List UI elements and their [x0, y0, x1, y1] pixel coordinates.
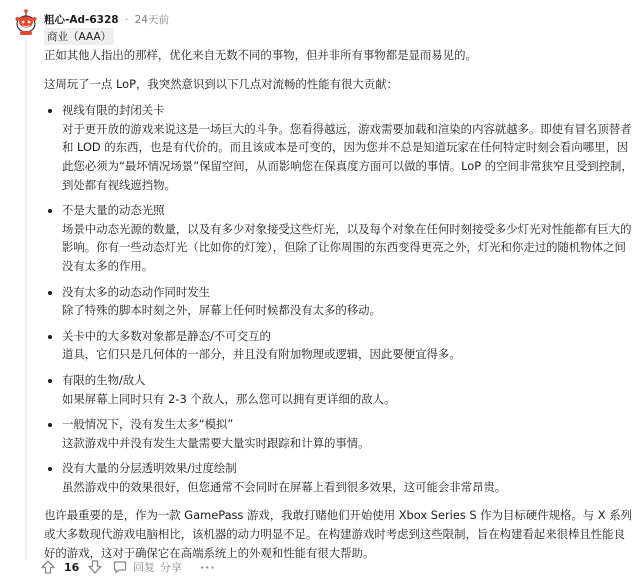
- reddit-snoo-avatar-icon: [14, 8, 38, 36]
- user-flair: 商业（AAA）: [44, 28, 114, 45]
- more-options-button[interactable]: ···: [200, 560, 216, 574]
- reply-button[interactable]: [112, 557, 155, 577]
- thread-line[interactable]: [25, 40, 27, 560]
- list-item-text: 如果屏幕上同时只有 2-3 个敌人，那么您可以拥有更详细的敌人。: [62, 391, 396, 406]
- closing-paragraph: 也许最重要的是，作为一款 GamePass 游戏，我敢打赌他们开始使用 Xbox Series S 作为目标硬件规格。与 X 系列或大多数现代游戏电脑相比，该机器的动力明显不足。在构建游戏时考虑到这些限制，旨在构建看起来很棒且性能良好的游戏，这对于确保它在高端系统上的外观和性能有很大帮助。: [44, 508, 632, 560]
- list-item-title: 关卡中的大多数对象都是静态/不可交互的: [62, 328, 271, 343]
- list-item-text: 这款游戏中并没有发生大量需要大量实时跟踪和计算的事情。: [62, 435, 370, 450]
- comment-timestamp[interactable]: 24天前: [134, 14, 169, 26]
- list-item: [44, 327, 634, 364]
- list-item-text: 道具，它们只是几何体的一部分，并且没有附加物理或逻辑，因此要便宜得多。: [62, 347, 461, 362]
- list-item: [44, 371, 634, 408]
- reply-label: 回复: [133, 561, 155, 574]
- share-label: 分享: [160, 561, 182, 574]
- downvote-button[interactable]: [87, 557, 103, 577]
- list-item-text: 对于更开放的游戏来说这是一场巨大的斗争。您看得越远，游戏需要加载和渲染的内容就越多。即使有冒名顶替者和 LOD 的东西，也是有代价的。而且该成本是可变的，因为您并不总是知道玩家在任何特定时刻会看向哪里，因此您必须为“最坏情况场景”保留空间，从而影响您在保真度方面可以做的事情。LoP 的空间非常狭窄且受到控制，到处都有视线遮挡物。: [62, 121, 633, 192]
- reply-bubble-icon: [112, 559, 128, 575]
- list-item: [44, 201, 634, 275]
- avatar[interactable]: [14, 8, 38, 36]
- vote-count: 16: [64, 560, 80, 574]
- list-item: [44, 101, 634, 194]
- comment-actions: [40, 557, 640, 577]
- upvote-arrow-icon: [40, 559, 56, 575]
- share-button[interactable]: [160, 557, 182, 577]
- list-item-text: 虽然游戏中的效果很好，但您通常不会同时在屏幕上看到很多效果，这可能会非常昂贵。: [62, 479, 507, 494]
- meta-separator: ·: [124, 14, 129, 26]
- list-item: [44, 283, 634, 320]
- comment-header: [0, 6, 640, 46]
- list-item-title: 没有大量的分层透明效果/过度绘制: [62, 461, 237, 476]
- list-item: [44, 459, 634, 496]
- list-item-title: 一般情况下，没有发生太多“模拟”: [62, 417, 234, 432]
- list-item-text: 除了特殊的脚本时刻之外，屏幕上任何时候都没有太多的移动。: [62, 303, 381, 318]
- list-item-text: 场景中动态光源的数量，以及有多少对象接受这些灯光，以及每个对象在任何时刻接受多少灯光对性能都有巨大的影响。你有一些动态灯光（比如你的灯笼），但除了让你周围的东西变得更亮之外，灯光和你走过的随机物体之间没有太多的作用。: [62, 221, 632, 273]
- bullet-list: [44, 101, 634, 496]
- intro-paragraph: 正如其他人指出的那样，优化来自无数不同的事物，但并非所有事物都是显而易见的。: [44, 48, 477, 62]
- author-name[interactable]: 粗心-Ad-6328: [44, 14, 119, 26]
- author-line: [44, 12, 169, 27]
- upvote-button[interactable]: [40, 557, 56, 577]
- comment-body: [44, 46, 634, 562]
- list-item-title: 有限的生物/敌人: [62, 372, 146, 387]
- list-item-title: 没有太多的动态动作同时发生: [62, 284, 211, 299]
- downvote-arrow-icon: [87, 559, 103, 575]
- list-item: [44, 415, 634, 452]
- list-item-title: 不是大量的动态光照: [62, 203, 165, 218]
- list-item-title: 视线有限的封闭关卡: [62, 103, 165, 118]
- lead-paragraph: 这周玩了一点 LoP，我突然意识到以下几点对流畅的性能有很大贡献：: [44, 76, 398, 91]
